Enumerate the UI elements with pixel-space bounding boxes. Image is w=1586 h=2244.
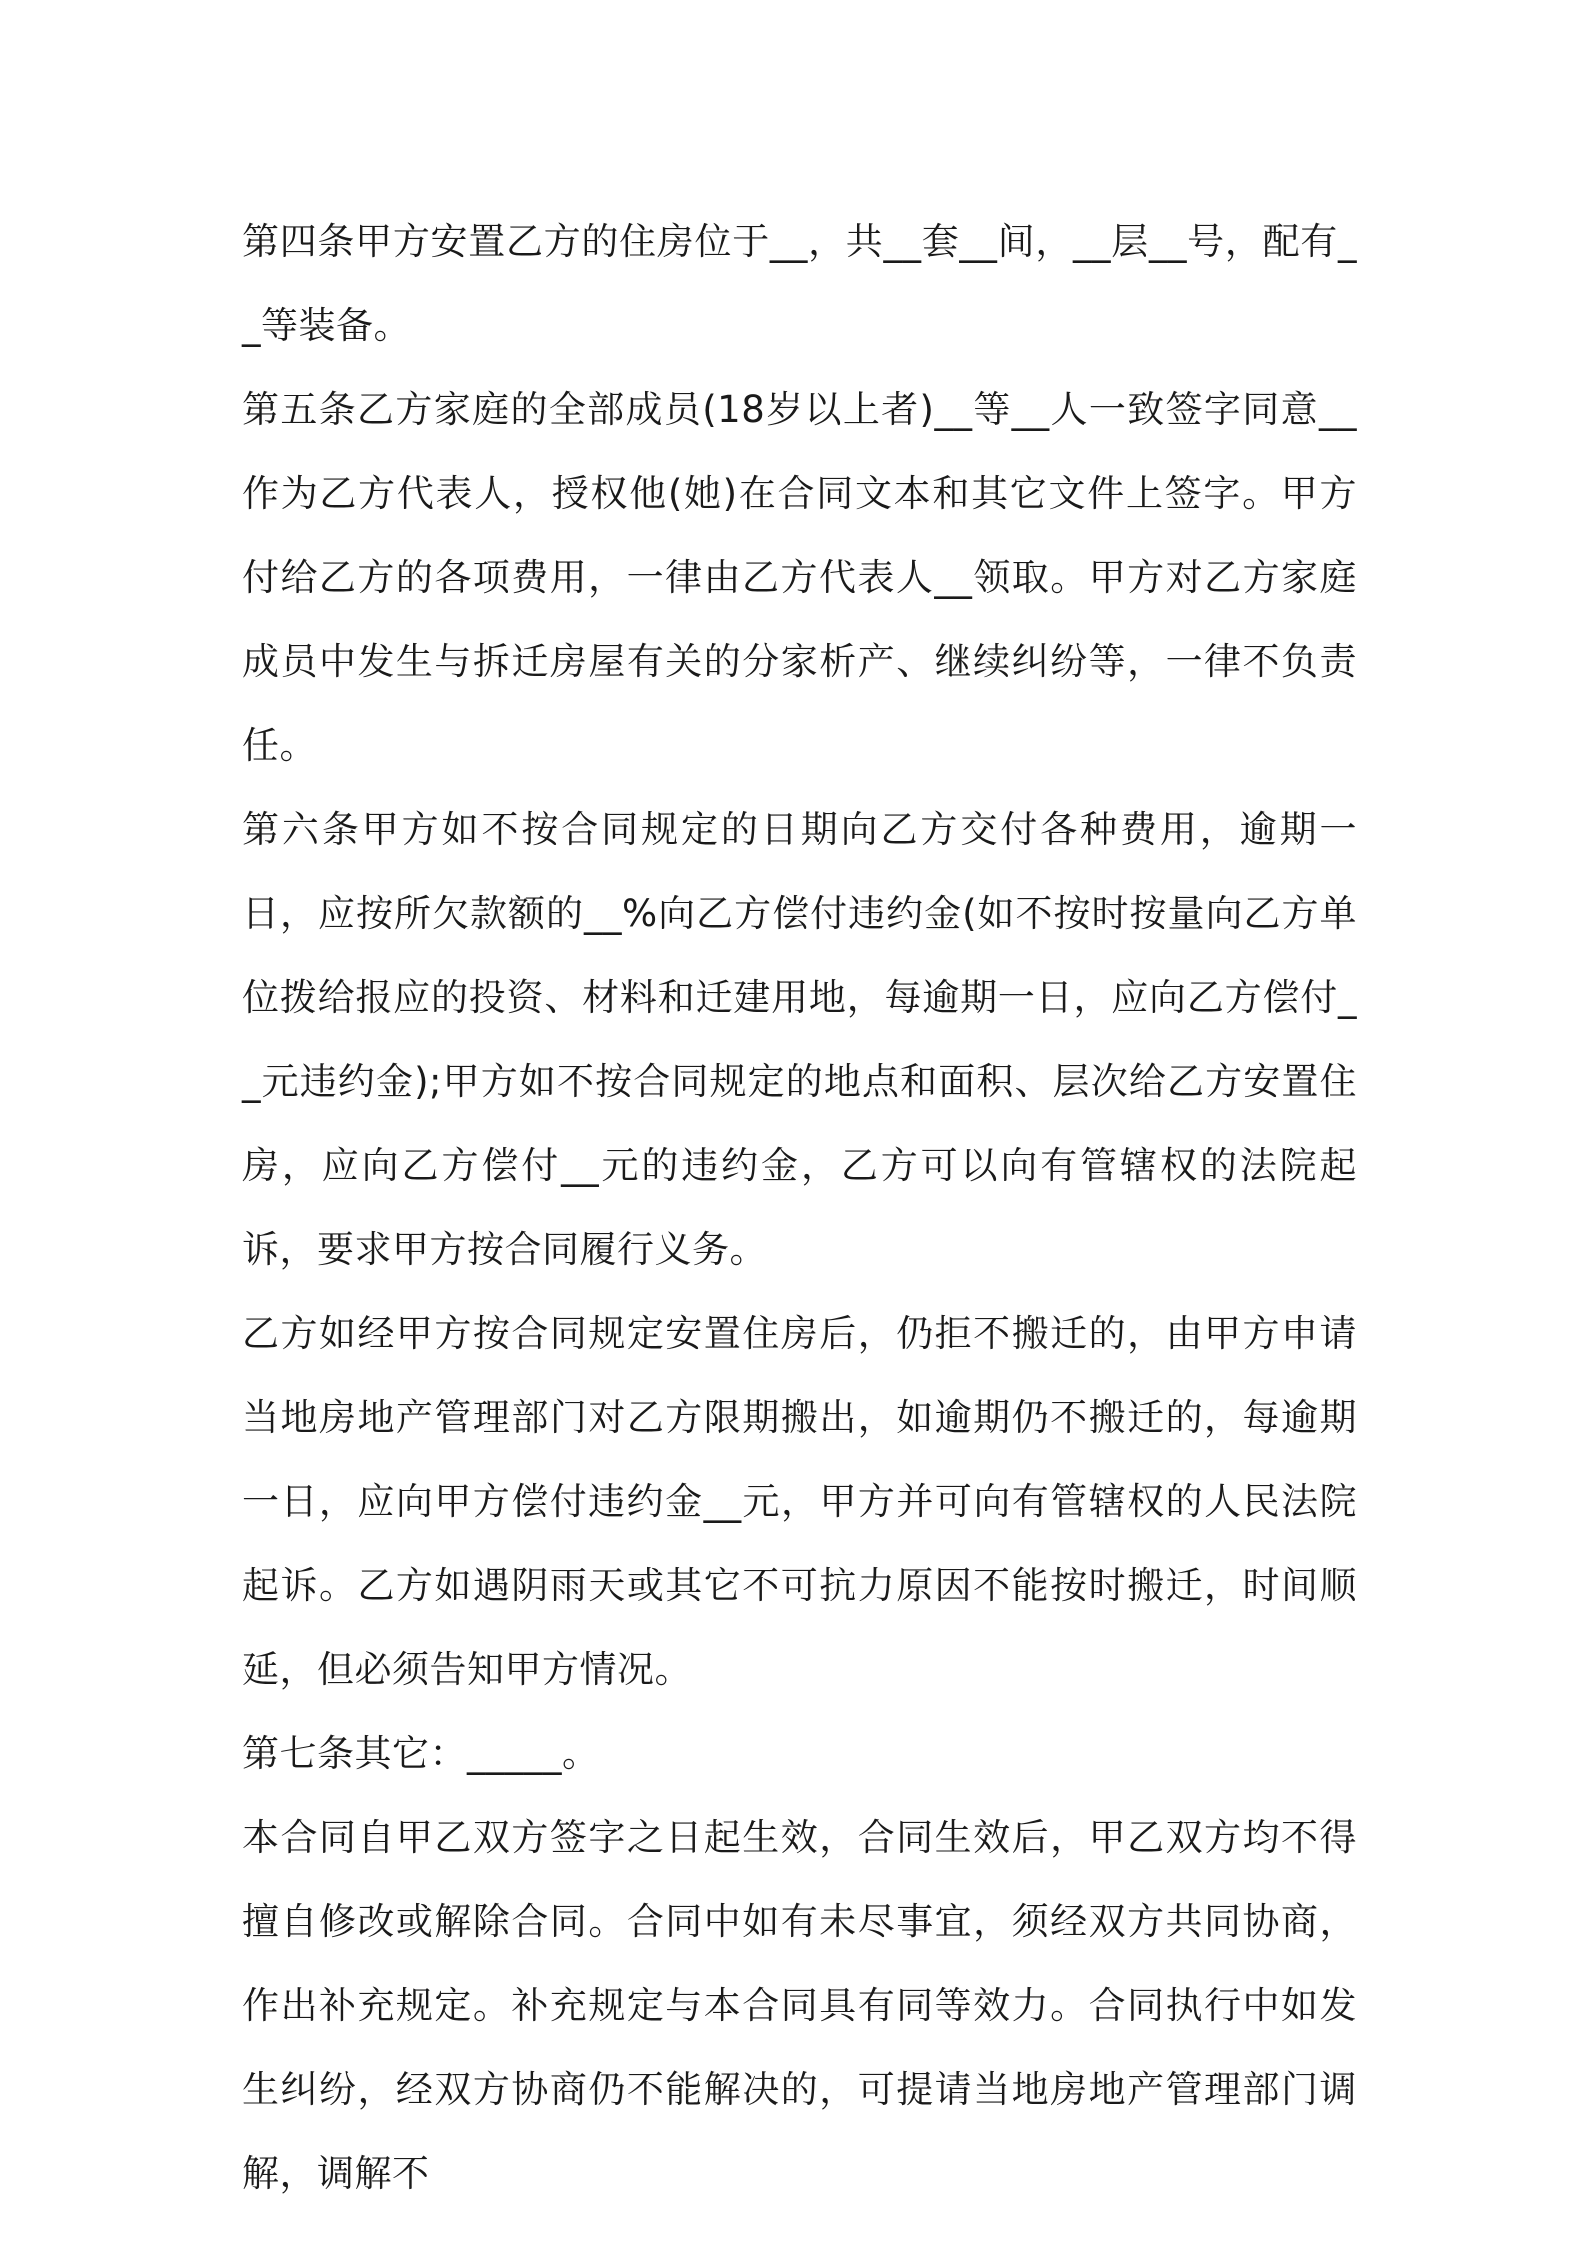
paragraph-article-5: 第五条乙方家庭的全部成员(18岁以上者)__等__人一致签字同意__作为乙方代表人，授权他(她)在合同文本和其它文件上签字。甲方付给乙方的各项费用，一律由乙方代表人__领取。甲方对乙方家庭成员中发生与拆迁房屋有关的分家析产、继续纠纷等，一律不负责任。 xyxy=(242,388,1357,767)
paragraph-article-4: 第四条甲方安置乙方的住房位于__，共__套__间，__层__号，配有__等装备。 xyxy=(242,220,1357,347)
document-body xyxy=(242,200,1357,2216)
paragraph-article-6: 第六条甲方如不按合同规定的日期向乙方交付各种费用，逾期一日，应按所欠款额的__%向乙方偿付违约金(如不按时按量向乙方单位拨给报应的投资、材料和迁建用地，每逾期一日，应向乙方偿付__元违约金);甲方如不按合同规定的地点和面积、层次给乙方安置住房，应向乙方偿付__元的违约金，乙方可以向有管辖权的法院起诉，要求甲方按合同履行义务。 xyxy=(242,808,1357,1271)
paragraph-relocation-refusal: 乙方如经甲方按合同规定安置住房后，仍拒不搬迁的，由甲方申请当地房地产管理部门对乙方限期搬出，如逾期仍不搬迁的，每逾期一日，应向甲方偿付违约金__元，甲方并可向有管辖权的人民法院起诉。乙方如遇阴雨天或其它不可抗力原因不能按时搬迁，时间顺延，但必须告知甲方情况。 xyxy=(242,1312,1357,1691)
paragraph-effectiveness: 本合同自甲乙双方签字之日起生效，合同生效后，甲乙双方均不得擅自修改或解除合同。合同中如有未尽事宜，须经双方共同协商，作出补充规定。补充规定与本合同具有同等效力。合同执行中如发生纠纷，经双方协商仍不能解决的，可提请当地房地产管理部门调解，调解不 xyxy=(242,1816,1357,2195)
paragraph-article-7: 第七条其它：_____。 xyxy=(242,1732,600,1775)
